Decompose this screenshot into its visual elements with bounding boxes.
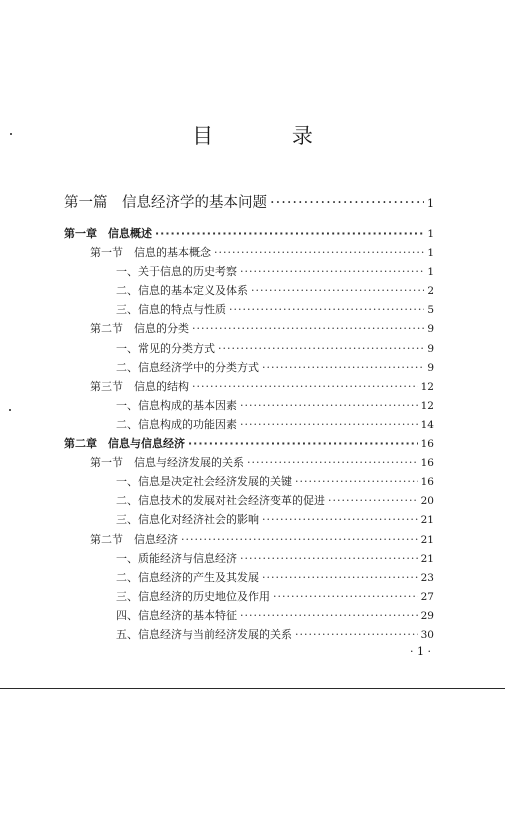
toc-entry-label: 第二节 信息的分类 [90, 322, 189, 336]
toc-entry-label: 第一节 信息的基本概念 [90, 246, 211, 260]
toc-entry-label: 三、信息化对经济社会的影响 [116, 513, 259, 527]
toc-entry-page: 9 [427, 361, 434, 374]
toc-entry-section [64, 319, 434, 338]
toc-entry-page: 21 [420, 514, 434, 527]
toc-entry-page: 20 [420, 495, 434, 508]
toc-entry-page: 30 [420, 628, 434, 641]
toc-leader-dots [240, 396, 418, 415]
toc-entry-page: 21 [420, 533, 434, 546]
toc-entry-part [64, 190, 434, 224]
toc-entry-label: 三、信息经济的历史地位及作用 [116, 589, 270, 603]
toc-entry-item [64, 625, 434, 644]
toc-entry-item [64, 606, 434, 625]
toc-entry-label: 第二节 信息经济 [90, 532, 178, 546]
toc-entry-label: 一、关于信息的历史考察 [116, 265, 237, 279]
toc-entry-label: 二、信息技术的发展对社会经济变革的促进 [116, 494, 325, 508]
toc-leader-dots [240, 549, 418, 568]
toc-leader-dots [262, 358, 424, 377]
toc-leader-dots [188, 434, 418, 453]
toc-entry-label: 五、信息经济与当前经济发展的关系 [116, 627, 292, 641]
toc-entry-label: 第三节 信息的结构 [90, 379, 189, 393]
toc-leader-dots [240, 415, 418, 434]
toc-leader-dots [262, 510, 418, 529]
toc-leader-dots [328, 491, 418, 510]
toc-entry-label: 三、信息的特点与性质 [116, 303, 226, 317]
toc-leader-dots [229, 300, 424, 319]
toc-entry-item [64, 491, 434, 510]
toc-leader-dots [214, 243, 424, 262]
toc-entry-page: 16 [420, 457, 434, 470]
toc-entry-chapter [64, 434, 434, 453]
page-title: 目 录 [192, 124, 349, 148]
toc-entry-item [64, 568, 434, 587]
toc-entry-label: 二、信息经济学中的分类方式 [116, 360, 259, 374]
page-number: · 1 · [410, 645, 431, 658]
toc-entry-item [64, 549, 434, 568]
toc-entry-section [64, 453, 434, 472]
scan-speck [9, 409, 11, 411]
toc-entry-item [64, 281, 434, 300]
toc-entry-page: 16 [420, 438, 434, 451]
toc-entry-chapter [64, 224, 434, 243]
toc-entry-label: 二、信息构成的功能因素 [116, 417, 237, 431]
toc-leader-dots [240, 262, 424, 281]
toc-entry-page: 12 [420, 399, 434, 412]
toc-entry-section [64, 530, 434, 549]
toc-entry-item [64, 262, 434, 281]
toc-entry-item [64, 415, 434, 434]
toc-entry-page: 16 [420, 476, 434, 489]
toc-leader-dots [262, 568, 418, 587]
toc-entry-label: 一、常见的分类方式 [116, 341, 215, 355]
toc-leader-dots [155, 224, 424, 243]
toc-entry-item [64, 339, 434, 358]
toc-leader-dots [247, 453, 418, 472]
toc-entry-page: 1 [427, 247, 434, 260]
toc-entry-section [64, 377, 434, 396]
toc-entry-section [64, 243, 434, 262]
toc-entry-label: 第一章 信息概述 [64, 227, 152, 240]
toc-entry-item [64, 396, 434, 415]
toc-entry-label: 第一节 信息与经济发展的关系 [90, 456, 244, 470]
toc-entry-label: 二、信息经济的产生及其发展 [116, 570, 259, 584]
scan-speck [10, 133, 12, 135]
toc-entry-label: 一、质能经济与信息经济 [116, 551, 237, 565]
toc-entry-page: 5 [427, 304, 434, 317]
toc-leader-dots [218, 339, 424, 358]
toc-entry-item [64, 510, 434, 529]
toc-entry-page: 9 [427, 323, 434, 336]
toc-entry-item [64, 300, 434, 319]
toc-entry-item [64, 587, 434, 606]
toc-entry-label: 第一篇 信息经济学的基本问题 [64, 195, 267, 211]
toc-entry-page: 9 [427, 342, 434, 355]
toc-entry-page: 21 [420, 552, 434, 565]
toc-entry-label: 一、信息是决定社会经济发展的关键 [116, 475, 292, 489]
toc-entry-page: 1 [427, 228, 434, 240]
toc-entry-page: 29 [420, 609, 434, 622]
toc-leader-dots [240, 606, 418, 625]
toc-leader-dots [295, 625, 418, 644]
toc-entry-page: 12 [420, 380, 434, 393]
bottom-rule [0, 688, 505, 689]
toc-entry-item [64, 472, 434, 491]
toc-entry-label: 四、信息经济的基本特征 [116, 608, 237, 622]
toc-leader-dots [295, 472, 418, 491]
toc-leader-dots [273, 587, 418, 606]
toc-leader-dots [181, 530, 418, 549]
toc-leader-dots [270, 190, 424, 216]
toc-entry-page: 1 [427, 266, 434, 279]
toc-leader-dots [192, 377, 418, 396]
toc-entry-page: 14 [420, 418, 434, 431]
toc-leader-dots [192, 319, 424, 338]
toc-entry-label: 二、信息的基本定义及体系 [116, 284, 248, 298]
toc-entry-page: 2 [427, 285, 434, 298]
toc-entry-label: 第二章 信息与信息经济 [64, 437, 185, 451]
toc-entry-page: 1 [427, 197, 434, 210]
toc-entry-page: 23 [420, 571, 434, 584]
toc-entry-page: 27 [420, 590, 434, 603]
toc-leader-dots [251, 281, 424, 300]
toc-entry-label: 一、信息构成的基本因素 [116, 398, 237, 412]
table-of-contents [64, 190, 434, 644]
toc-entry-item [64, 358, 434, 377]
